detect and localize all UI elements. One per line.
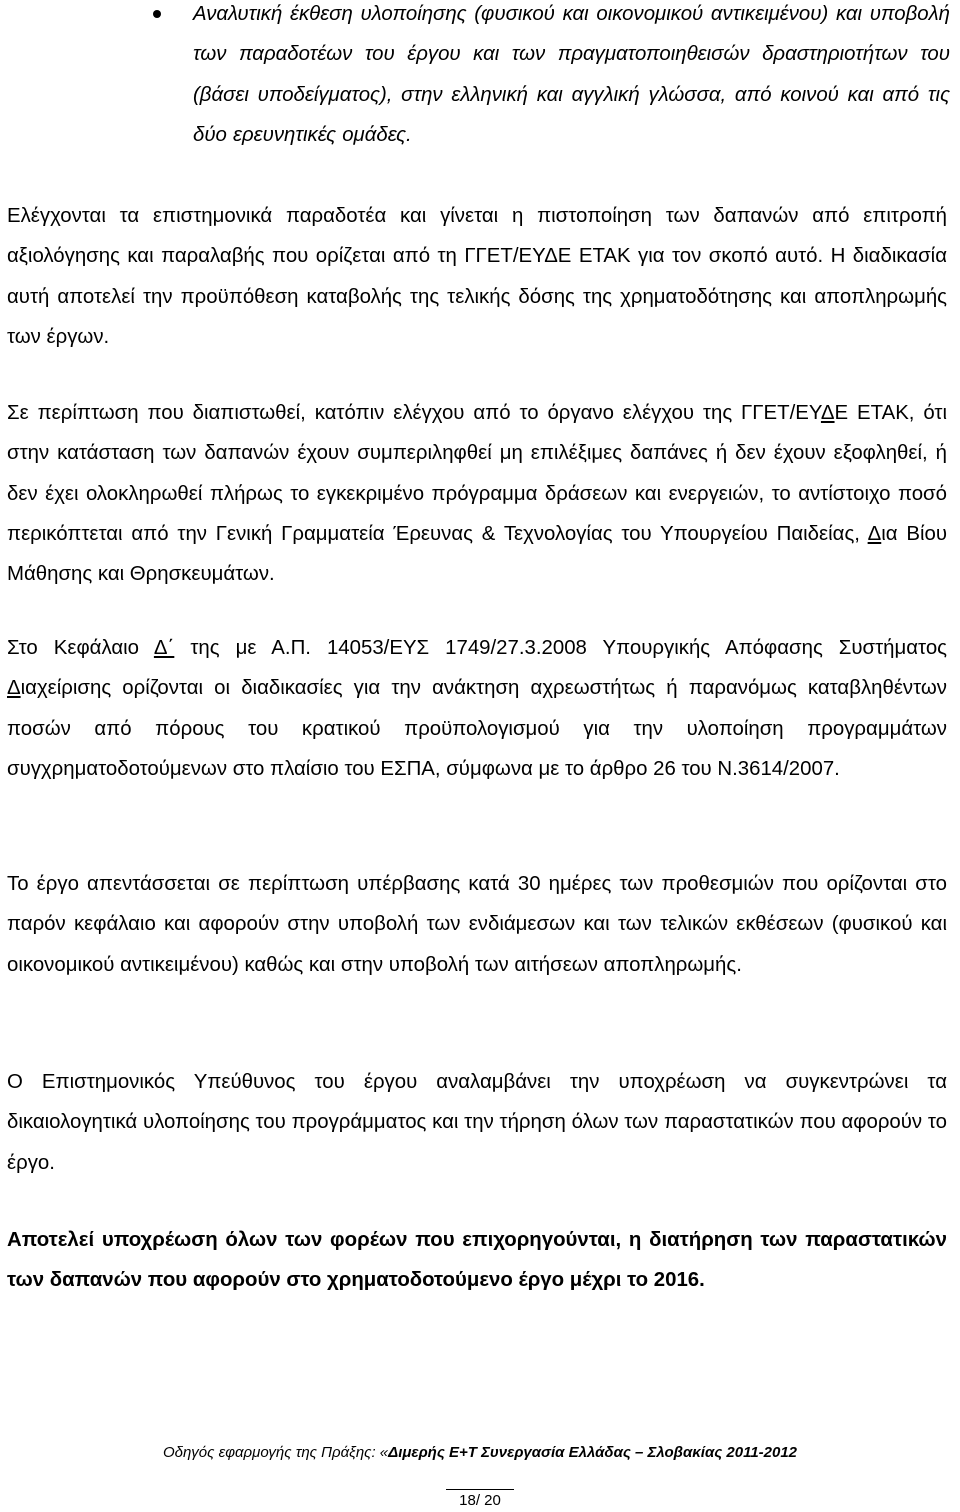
paragraph-scientific-responsible: Ο Επιστημονικός Υπεύθυνος του έργου αναλαμβάνει την υποχρέωση να συγκεντρώνει τα δικαιολογητικά υλοποίησης του προγράμματος και την τήρηση όλων των παραστατικών που αφορούν το έργο. <box>7 1071 947 1174</box>
footer-divider <box>446 1489 514 1490</box>
paragraph-ineligible-expenses: Σε περίπτωση που διαπιστωθεί, κατόπιν ελέγχου από το όργανο ελέγχου της ΓΓΕΤ/ΕΥΔΕ ΕΤΑΚ, ότι στην κατάσταση των δαπανών έχουν συμπεριληφθεί μη επιλέξιμες δαπάνες ή δεν έχουν εξοφληθεί, ή δεν έχει ολοκληρωθεί πλήρως το εγκεκριμένο πρόγραμμα δράσεων και ενεργειών, το αντίστοιχο ποσό περικόπτεται από την Γενική Γραμματεία Έρευνας & Τεχνολογίας του Υπουργείου Παιδείας, Δια Βίου Μάθησης και Θρησκευμάτων. <box>7 402 947 586</box>
paragraph-removal: Το έργο απεντάσσεται σε περίπτωση υπέρβασης κατά 30 ημέρες των προθεσμιών που ορίζονται στο παρόν κεφάλαιο και αφορούν στην υποβολή των ενδιάμεσων και των τελικών εκθέσεων (φυσικού και οικονομικού αντικειμένου) καθώς και στην υποβολή των αιτήσεων αποπληρωμής. <box>7 873 947 976</box>
paragraph-certification: Ελέγχονται τα επιστημονικά παραδοτέα και γίνεται η πιστοποίηση των δαπανών από επιτροπή αξιολόγησης και παραλαβής που ορίζεται από τη ΓΓΕΤ/ΕΥΔΕ ΕΤΑΚ για τον σκοπό αυτό. Η διαδικασία αυτή αποτελεί την προϋπόθεση καταβολής της τελικής δόσης της χρηματοδότησης και αποπληρωμής των έργων. <box>7 205 947 348</box>
page-footer: Οδηγός εφαρμογής της Πράξης: «Διμερής Ε+Τ Συνεργασία Ελλάδας – Σλοβακίας 2011-2012 <box>162 1444 798 1461</box>
bullet-icon <box>153 10 161 18</box>
bullet-item <box>160 0 950 155</box>
bullet-text: Αναλυτική έκθεση υλοποίησης (φυσικού και οικονομικού αντικειμένου) και υποβολή των παραδοτέων του έργου και των πραγματοποιηθεισών δραστηριοτήτων του (βάσει υποδείγματος), στην ελληνική και αγγλική γλώσσα, από κοινού και από τις δύο ερευνητικές ομάδες. <box>193 3 950 146</box>
paragraph-record-retention: Αποτελεί υποχρέωση όλων των φορέων που επιχορηγούνται, η διατήρηση των παραστατικών των δαπανών που αφορούν στο χρηματοδοτούμενο έργο μέχρι το 2016. <box>7 1229 947 1292</box>
paragraph-recovery-procedures: Στο Κεφάλαιο Δ΄ της με Α.Π. 14053/ΕΥΣ 1749/27.3.2008 Υπουργικής Απόφασης Συστήματος Διαχείρισης ορίζονται οι διαδικασίες για την ανάκτηση αχρεωστήτως ή παρανόμως καταβληθέντων ποσών από πόρους του κρατικού προϋπολογισμού για την υλοποίηση προγραμμάτων συγχρηματοδοτούμενων στο πλαίσιο του ΕΣΠΑ, σύμφωνα με το άρθρο 26 του Ν.3614/2007. <box>7 637 947 780</box>
page-number: 18/ 20 <box>459 1492 501 1509</box>
